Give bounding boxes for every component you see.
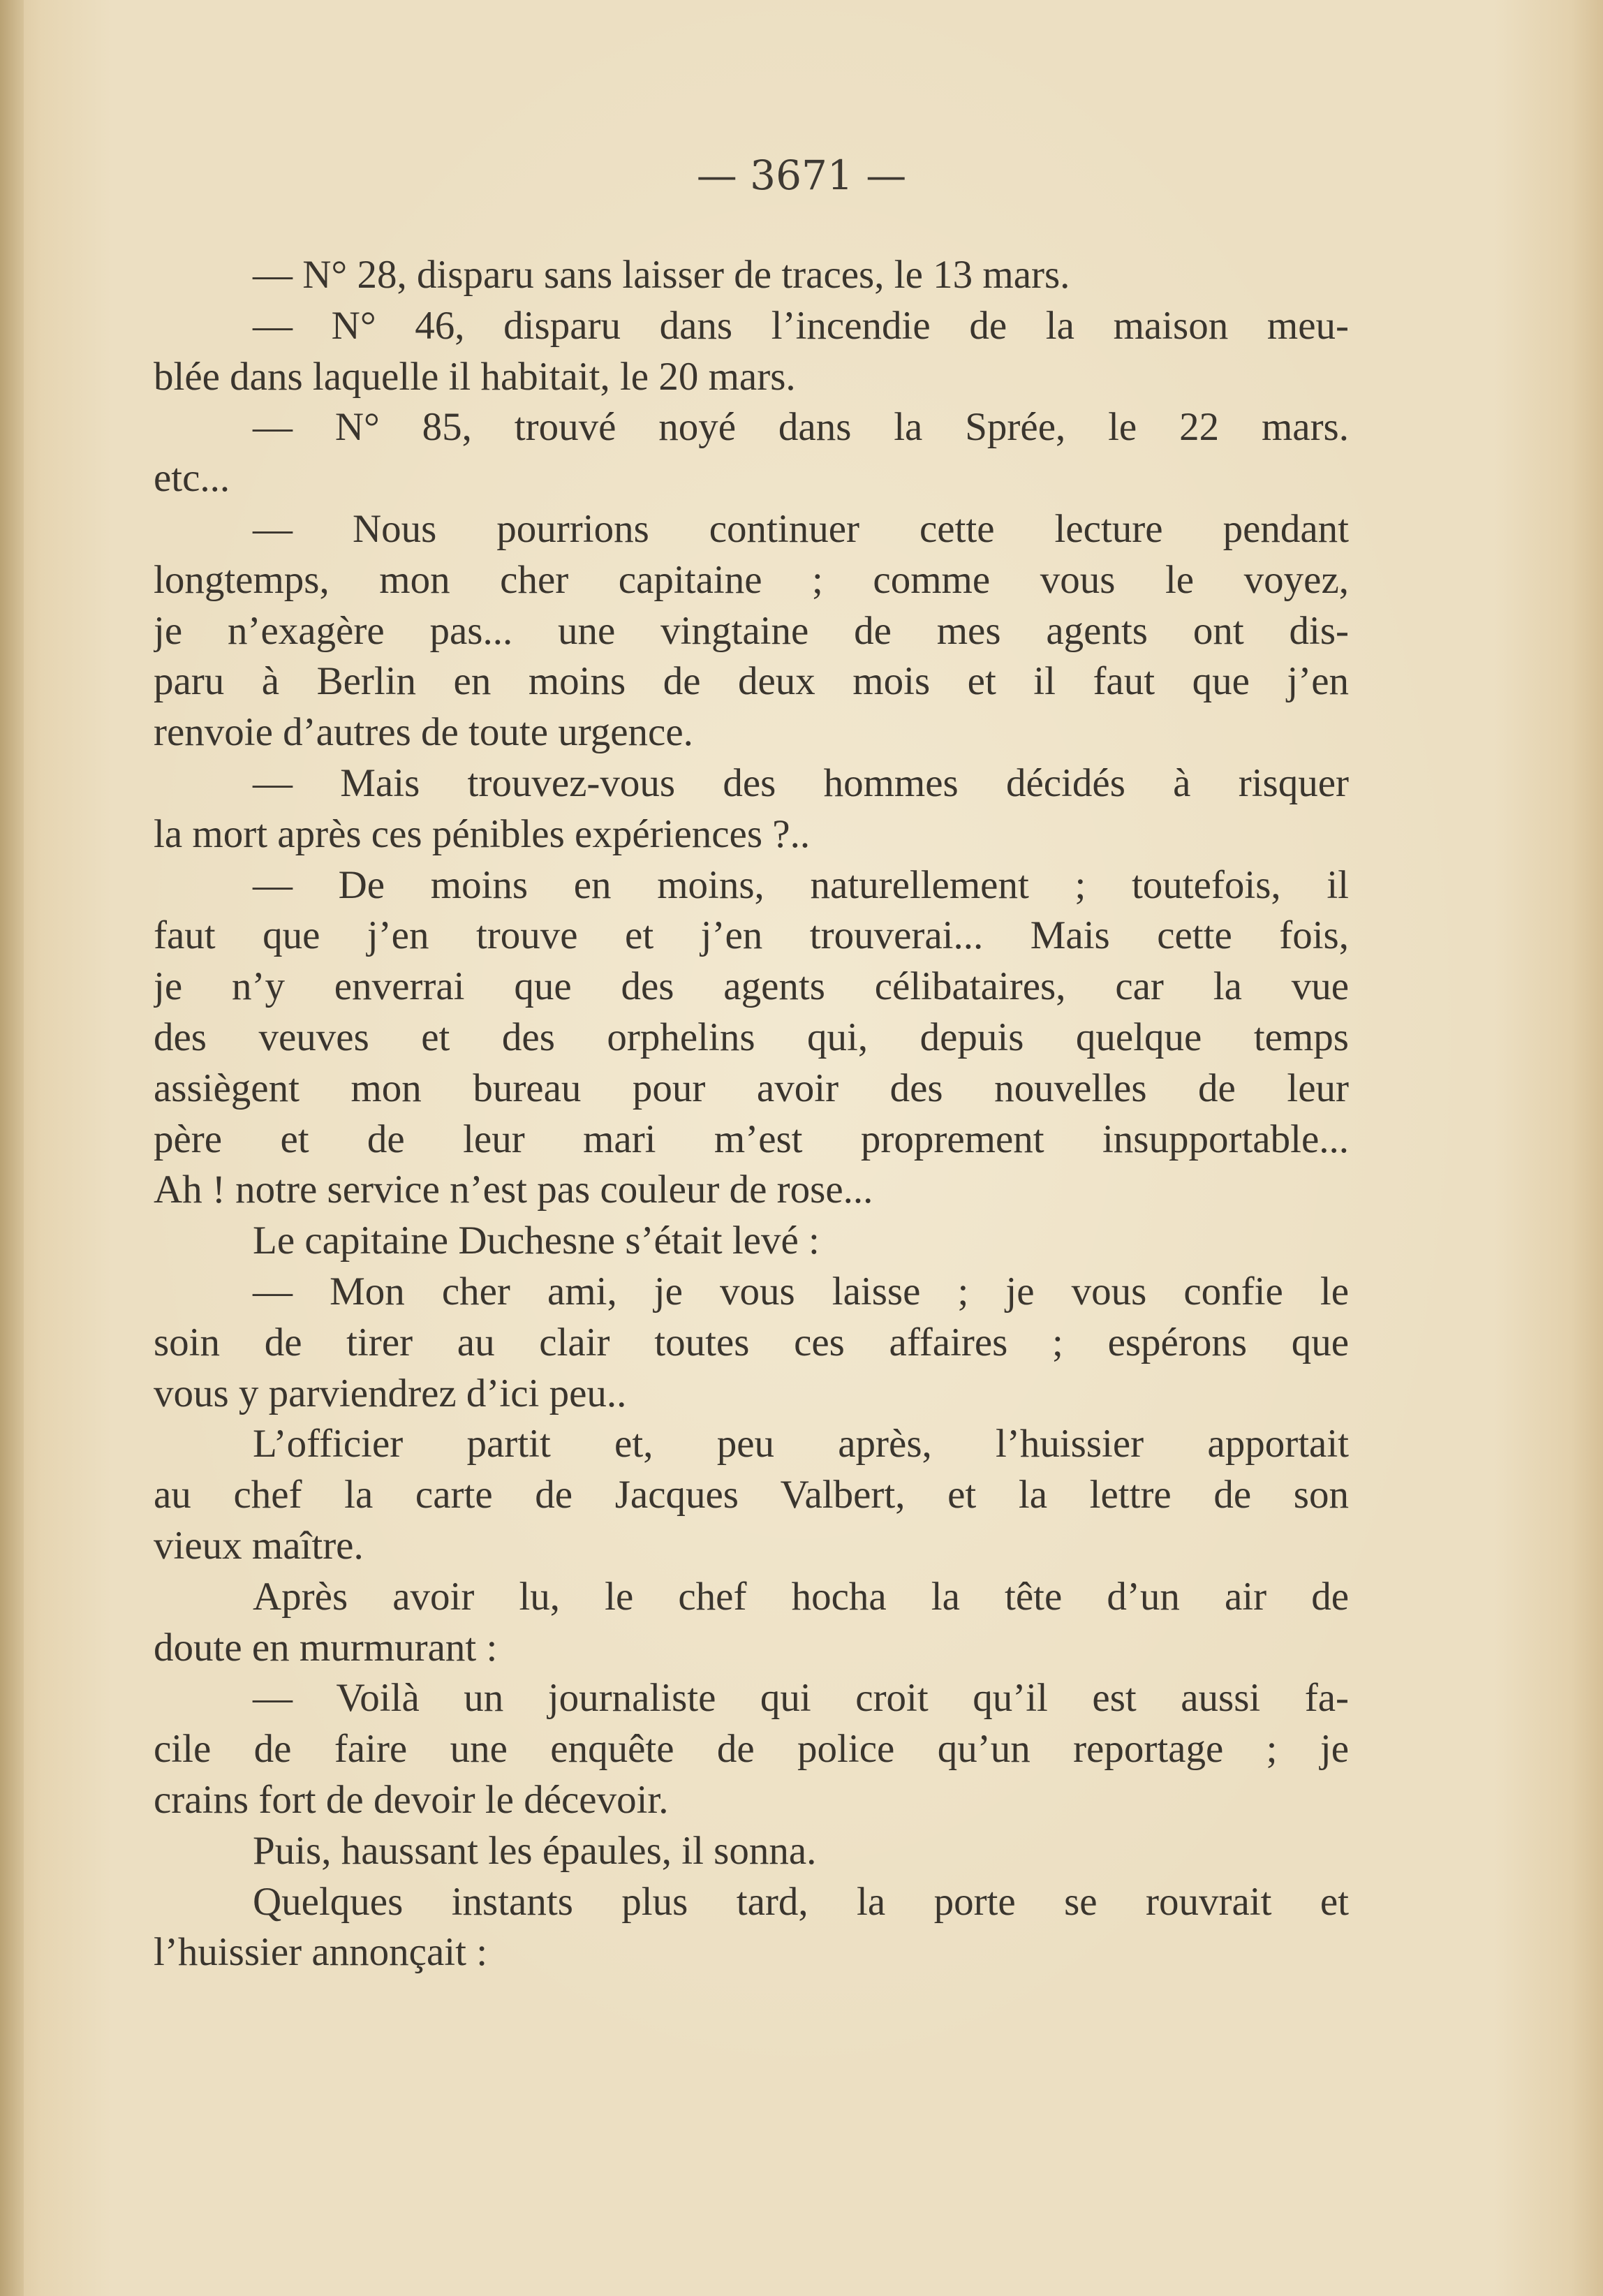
text-line: au chef la carte de Jacques Valbert, et la lettre de son: [154, 1473, 1349, 1517]
text-line: renvoie d’autres de toute urgence.: [154, 710, 693, 755]
text-line: etc...: [154, 456, 230, 501]
text-line: blée dans laquelle il habitait, le 20 mars.: [154, 354, 796, 399]
text-line: père et de leur mari m’est proprement insupportable...: [154, 1117, 1349, 1161]
text-line: crains fort de devoir le décevoir.: [154, 1777, 669, 1822]
text-line: — N° 28, disparu sans laisser de traces, le 13 mars.: [253, 253, 1070, 297]
text-line: paru à Berlin en moins de deux mois et il faut que j’en: [154, 659, 1349, 704]
text-line: l’huissier annonçait :: [154, 1930, 488, 1975]
text-line: — De moins en moins, naturellement ; toutefois, il: [253, 862, 1349, 907]
text-line: Après avoir lu, le chef hocha la tête d’un air de: [253, 1574, 1349, 1619]
text-line: vieux maître.: [154, 1523, 364, 1568]
text-line: cile de faire une enquête de police qu’un reportage ; je: [154, 1727, 1349, 1772]
page-number: — 3671 —: [696, 152, 907, 199]
text-line: — N° 85, trouvé noyé dans la Sprée, le 22 mars.: [253, 405, 1349, 450]
text-line: vous y parviendrez d’ici peu..: [154, 1371, 627, 1415]
text-line: — Mais trouvez-vous des hommes décidés à risquer: [253, 760, 1349, 805]
page-edge: [0, 0, 24, 2296]
text-line: des veuves et des orphelins qui, depuis quelque temps: [154, 1015, 1349, 1059]
text-line: — N° 46, disparu dans l’incendie de la maison meu-: [253, 303, 1349, 348]
text-line: Puis, haussant les épaules, il sonna.: [253, 1828, 817, 1873]
text-line: — Voilà un journaliste qui croit qu’il est aussi fa-: [253, 1676, 1349, 1721]
text-line: faut que j’en trouve et j’en trouverai... Mais cette fois,: [154, 913, 1349, 958]
text-line: Ah ! notre service n’est pas couleur de rose...: [154, 1168, 873, 1212]
body-text: [154, 250, 1349, 1978]
text-line: L’officier partit et, peu après, l’huissier apportait: [253, 1422, 1349, 1466]
text-line: soin de tirer au clair toutes ces affaires ; espérons que: [154, 1320, 1349, 1364]
text-line: — Nous pourrions continuer cette lecture pendant: [253, 506, 1349, 551]
text-line: — Mon cher ami, je vous laisse ; je vous confie le: [253, 1269, 1349, 1313]
text-line: je n’exagère pas... une vingtaine de mes agents ont dis-: [154, 608, 1349, 653]
text-line: longtemps, mon cher capitaine ; comme vous le voyez,: [154, 557, 1349, 602]
text-line: assiègent mon bureau pour avoir des nouvelles de leur: [154, 1066, 1349, 1110]
text-line: Le capitaine Duchesne s’était levé :: [253, 1219, 820, 1263]
text-line: Quelques instants plus tard, la porte se rouvrait et: [253, 1879, 1349, 1924]
text-line: je n’y enverrai que des agents célibataires, car la vue: [154, 964, 1349, 1009]
text-line: la mort après ces pénibles expériences ?..: [154, 811, 811, 856]
text-line: doute en murmurant :: [154, 1625, 498, 1670]
